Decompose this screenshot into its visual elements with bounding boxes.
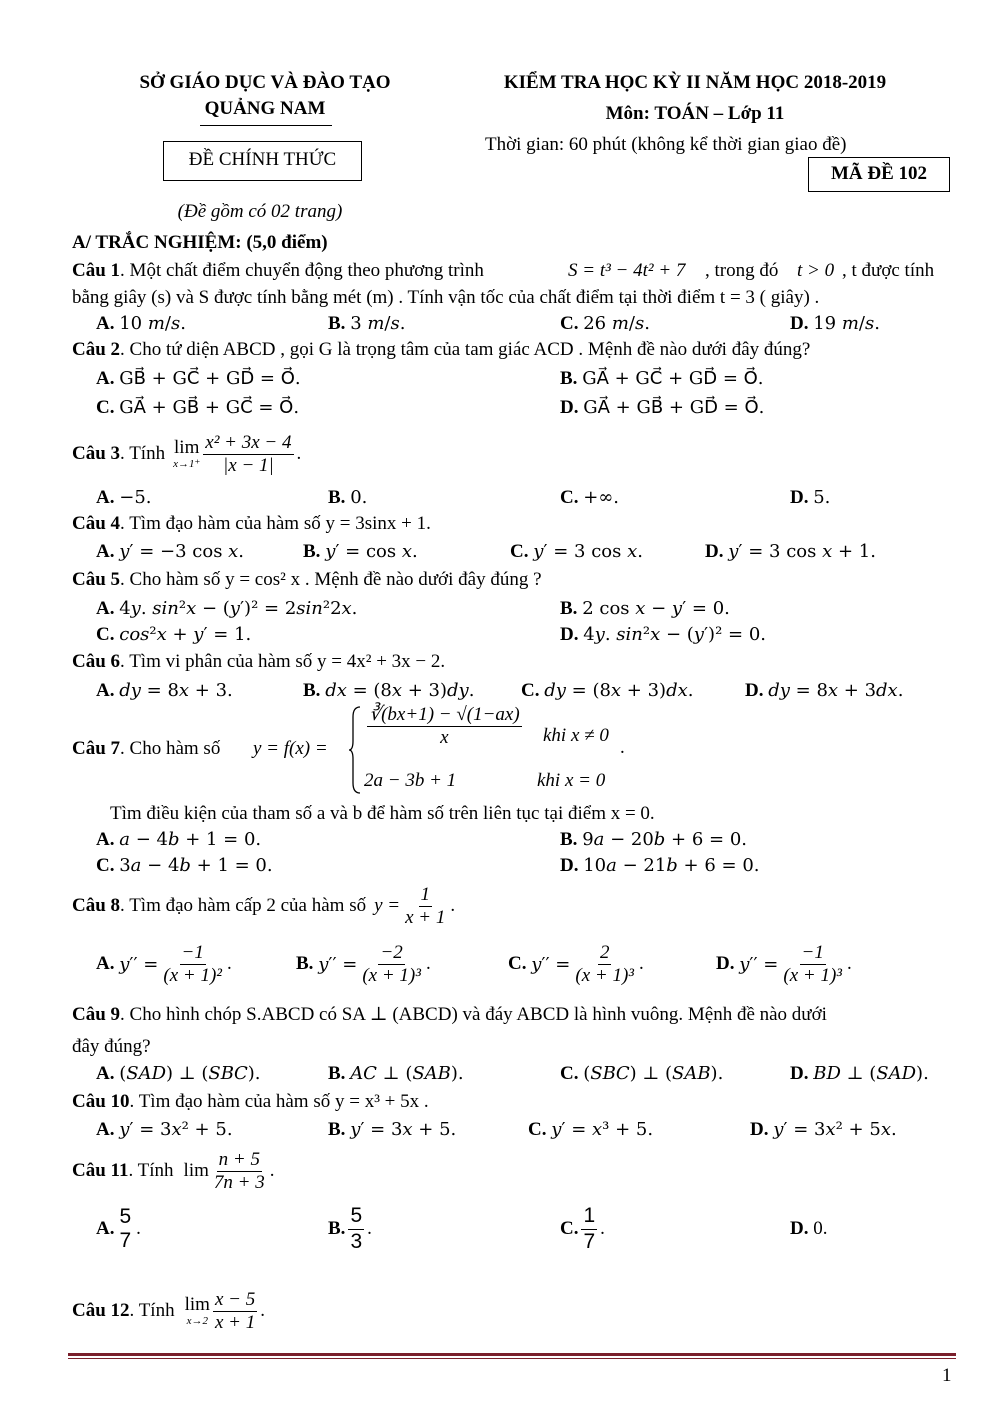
q6-text: . Tìm vi phân của hàm số y = 4x² + 3x − 2. [120,651,446,672]
q8-label: Câu 8 [72,895,121,916]
q3-lim: lim x→1⁺ [173,437,201,470]
question-10 [72,1091,429,1113]
q9-line2: đây đúng? [72,1036,151,1057]
q5-label: Câu 5 [72,569,121,590]
question-8: Câu 8 . Tìm đạo hàm cấp 2 của hàm số y = $\frac{1}{x + 1}$ . [72,883,456,928]
exam-subject: Môn: TOÁN – Lớp 11 [605,103,785,124]
q7-dot: . [620,737,625,758]
q7-option-c[interactable]: C. 3𝑎 − 4𝑏 + 1 = 0. [96,855,273,876]
q7-option-d[interactable]: D. 10𝑎 − 21𝑏 + 6 = 0. [560,855,760,876]
page-number: 1 [942,1365,952,1386]
q10-label: Câu 10 [72,1091,130,1112]
q3-option-b[interactable]: B. 0. [328,487,368,508]
q7-cond1: khi x ≠ 0 [543,725,609,746]
q8-option-a[interactable]: A. 𝑦′′ = $\frac{-1}{\text{(x + 1)²}}$ . [96,941,232,986]
question-2 [72,339,810,361]
q10-option-c[interactable]: C. 𝑦′ = 𝑥³ + 5. [528,1119,654,1140]
q12-label: Câu 12 [72,1300,130,1321]
pages-note: (Đề gồm có 02 trang) [177,201,343,222]
q4-option-b[interactable]: B. 𝑦′ = cos 𝑥. [303,541,418,562]
q9-label: Câu 9 [72,1004,121,1025]
q9-option-d[interactable]: D. 𝐵𝐷 ⊥ (𝑆𝐴𝐷). [790,1063,929,1084]
q4-option-d[interactable]: D. 𝑦′ = 3 cos 𝑥 + 1. [705,541,876,562]
q12-fraction: $\frac{x - 5}{x + 1}$ [214,1288,256,1333]
q1-option-a[interactable]: A. 10 𝑚/𝑠. [96,313,186,334]
q5-option-d[interactable]: D. 4𝑦. 𝑠𝑖𝑛²𝑥 − (𝑦′)² = 0. [560,624,766,645]
q7-case2: 2a − 3b + 1 [364,770,457,791]
q8-option-d[interactable]: D. 𝑦′′ = $\frac{-1}{\text{(x + 1)³}}$ . [716,941,852,986]
q7-text: . Cho hàm số [120,738,221,759]
q2-label: Câu 2 [72,339,121,360]
q11-fraction: $\frac{n + 5}{7n + 3}$ [213,1148,265,1193]
q3-fraction: $\frac{\text{x² + 3x − 4}}{|x - 1|}$ [205,431,292,476]
q3-option-c[interactable]: C. +∞. [560,487,620,508]
province-name: QUẢNG NAM [204,98,326,119]
q1-formula: S = t³ − 4t² + 7 [568,260,686,281]
question-12: Câu 12 . Tính lim x→2 $\frac{x - 5}{x + 1}$ . [72,1288,265,1333]
q4-label: Câu 4 [72,513,121,534]
q7-func: y = f(x) = [253,738,328,759]
q7-line2: Tìm điều kiện của tham số a và b để hàm số trên liên tục tại điểm x = 0. [110,803,655,824]
question-5 [72,569,542,591]
q12-lim: lim x→2 [184,1294,210,1327]
q2-option-d[interactable]: D. GA⃗ + GB⃗ + GD⃗ = O⃗. [560,397,765,418]
q5-option-b[interactable]: B. 2 cos 𝑥 − 𝑦′ = 0. [560,598,730,619]
q5-text: . Cho hàm số y = cos² x . Mệnh đề nào dưới đây đúng ? [120,569,542,590]
q1-text-c: , t được tính [842,260,935,281]
q1-line2: bằng giây (s) và S được tính bằng mét (m) . Tính vận tốc của chất điểm tại thời điểm t = 3 ( giây) . [72,287,820,308]
q9-option-b[interactable]: B. 𝐴𝐶 ⊥ (𝑆𝐴𝐵). [328,1063,464,1084]
q5-option-a[interactable]: A. 4𝑦. 𝑠𝑖𝑛²𝑥 − (𝑦′)² = 2𝑠𝑖𝑛²2𝑥. [96,598,358,619]
q7-cond2: khi x = 0 [537,770,606,791]
q8-option-b[interactable]: B. 𝑦′′ = $\frac{-2}{\text{(x + 1)³}}$ . [296,941,431,986]
q10-option-a[interactable]: A. 𝑦′ = 3𝑥² + 5. [96,1119,233,1140]
q11-text: . Tính [128,1160,174,1181]
q11-option-a[interactable]: A. 5 7 . [96,1204,141,1252]
q1-option-d[interactable]: D. 19 𝑚/𝑠. [790,313,880,334]
exam-title: KIỂM TRA HỌC KỲ II NĂM HỌC 2018-2019 [503,72,887,93]
question-6 [72,651,445,673]
q3-label: Câu 3 [72,443,121,464]
q8-text: . Tìm đạo hàm cấp 2 của hàm số [120,895,367,916]
q7-option-a[interactable]: A. 𝑎 − 4𝑏 + 1 = 0. [96,829,262,850]
q2-option-c[interactable]: C. GA⃗ + GB⃗ + GC⃗ = O⃗. [96,397,300,418]
q9-option-a[interactable]: A. (𝑆𝐴𝐷) ⊥ (𝑆𝐵𝐶). [96,1063,261,1084]
q12-text: . Tính [129,1300,175,1321]
q11-label: Câu 11 [72,1160,129,1181]
question-1 [72,260,484,282]
q6-option-a[interactable]: A. 𝑑𝑦 = 8𝑥 + 3. [96,680,233,701]
q9-text: . Cho hình chóp S.ABCD có SA ⊥ (ABCD) và đáy ABCD là hình vuông. Mệnh đề nào dưới [120,1004,827,1025]
q6-option-c[interactable]: C. 𝑑𝑦 = (8𝑥 + 3)𝑑𝑥. [521,680,694,701]
q11-option-b[interactable]: B. $\frac{5}{3}$ . [328,1204,372,1253]
q10-text: . Tìm đạo hàm của hàm số y = x³ + 5x . [129,1091,429,1112]
q3-option-a[interactable]: A. −5. [96,487,152,508]
q7-case1: $\frac{∛(bx+1) - √(1-ax)}{x}$ [369,704,520,748]
q8-option-c[interactable]: C. 𝑦′′ = $\frac{2}{\text{(x + 1)³}}$ . [508,941,644,986]
q10-option-b[interactable]: B. 𝑦′ = 3𝑥 + 5. [328,1119,457,1140]
q1-text-b: , trong đó [705,260,779,281]
q4-option-c[interactable]: C. 𝑦′ = 3 cos 𝑥. [510,541,643,562]
q11-option-d[interactable]: D. 0. [790,1218,828,1239]
q1-option-c[interactable]: C. 26 𝑚/𝑠. [560,313,650,334]
q8-func-fraction: $\frac{1}{x + 1}$ [405,883,446,928]
q1-label: Câu 1 [72,260,121,281]
question-4 [72,513,431,535]
footer-rule-thin [68,1358,956,1359]
q2-option-b[interactable]: B. GA⃗ + GC⃗ + GD⃗ = O⃗. [560,368,764,389]
question-7 [72,738,220,760]
q6-option-b[interactable]: B. 𝑑𝑥 = (8𝑥 + 3)𝑑𝑦. [303,680,475,701]
question-9 [72,1003,827,1026]
q3-option-d[interactable]: D. 5. [790,487,831,508]
q1-text: . Một chất điểm chuyển động theo phương trình [120,260,484,281]
q7-option-b[interactable]: B. 9𝑎 − 20𝑏 + 6 = 0. [560,829,747,850]
q11-option-c[interactable]: C. $\frac{1}{7}$ . [560,1204,605,1253]
question-3: Câu 3 . Tính lim x→1⁺ $\frac{\text{x² + 3x − 4}}{|x - 1|}$ . [72,431,302,476]
q2-text: . Cho tứ diện ABCD , gọi G là trọng tâm của tam giác ACD . Mệnh đề nào dưới đây đúng? [120,339,811,360]
section-heading: A/ TRẮC NGHIỆM: (5,0 điểm) [72,232,328,253]
q7-label: Câu 7 [72,738,121,759]
q1-option-b[interactable]: B. 3 𝑚/𝑠. [328,313,406,334]
q7-brace [348,705,362,795]
official-label: ĐỀ CHÍNH THỨC [188,149,337,170]
exam-code: MÃ ĐỀ 102 [830,163,928,184]
q4-option-a[interactable]: A. 𝑦′ = −3 cos 𝑥. [96,541,245,562]
q1-cond: t > 0 [797,260,835,281]
q4-text: . Tìm đạo hàm của hàm số y = 3sinx + 1. [120,513,431,534]
q3-text: . Tính [120,443,166,464]
exam-time: Thời gian: 60 phút (không kể thời gian giao đề) [485,134,847,155]
q6-label: Câu 6 [72,651,121,672]
q2-option-a[interactable]: A. GB⃗ + GC⃗ + GD⃗ = O⃗. [96,368,301,389]
q9-option-c[interactable]: C. (𝑆𝐵𝐶) ⊥ (𝑆𝐴𝐵). [560,1063,724,1084]
q10-option-d[interactable]: D. 𝑦′ = 3𝑥² + 5𝑥. [750,1119,897,1140]
q6-option-d[interactable]: D. 𝑑𝑦 = 8𝑥 + 3𝑑𝑥. [745,680,904,701]
dept-name: SỞ GIÁO DỤC VÀ ĐÀO TẠO [139,72,391,93]
footer-rule-thick [68,1353,956,1356]
province-underline [200,125,332,126]
question-11: Câu 11 . Tính lim $\frac{n + 5}{7n + 3}$ . [72,1148,275,1193]
q5-option-c[interactable]: C. 𝑐𝑜𝑠²𝑥 + 𝑦′ = 1. [96,624,252,645]
